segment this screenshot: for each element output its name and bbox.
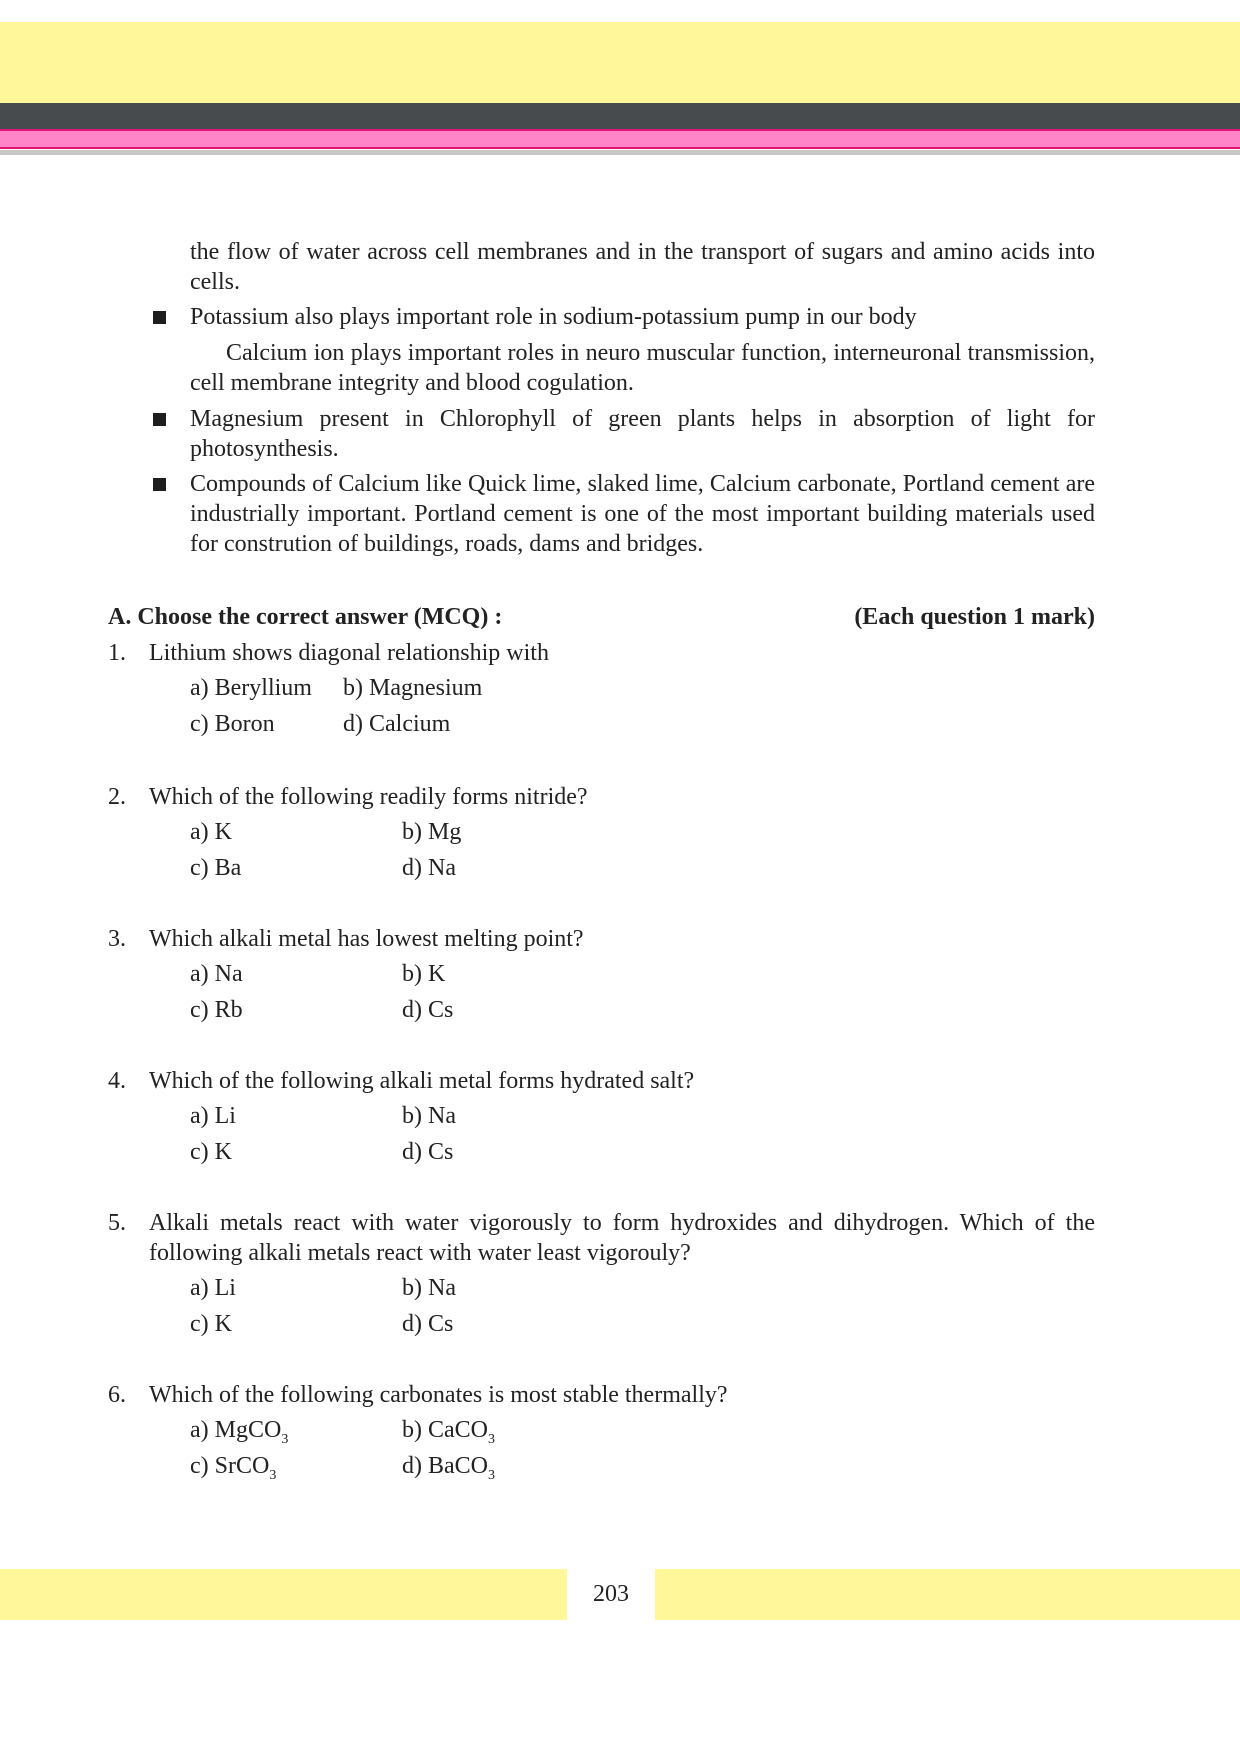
option-b: b) Na: [402, 1103, 456, 1129]
option-c: c) Rb: [190, 997, 243, 1023]
option-c: c) Boron: [190, 711, 275, 737]
option-a: a) K: [190, 819, 232, 845]
option-b: b) Mg: [402, 819, 462, 845]
option-a: a) Li: [190, 1275, 236, 1301]
option-c: c) Ba: [190, 855, 242, 881]
question-3: [108, 924, 1095, 954]
option-d: d) Cs: [402, 1311, 454, 1337]
bullet-calcium-compounds: Compounds of Calcium like Quick lime, slaked lime, Calcium carbonate, Portland cement are industrially important. Portland cement is one of the most important building materials used for constrution of buildings, roads, dams and bridges.: [190, 471, 1095, 557]
option-a: a) Na: [190, 961, 243, 987]
option-d: d) Na: [402, 855, 456, 881]
option-c: c) K: [190, 1311, 232, 1337]
question-text: Which alkali metal has lowest melting point?: [149, 926, 584, 952]
footer-band-right: [655, 1569, 1240, 1620]
header-band-yellow: [0, 22, 1240, 103]
option-b: b) Na: [402, 1275, 456, 1301]
question-number: 3.: [108, 926, 126, 952]
footer-band-left: [0, 1569, 567, 1620]
option-d: d) Calcium: [343, 711, 451, 737]
question-6: [108, 1380, 1095, 1410]
section-title: A. Choose the correct answer (MCQ) :: [108, 604, 503, 630]
option-b: b) K: [402, 961, 446, 987]
option-d: d) Cs: [402, 1139, 454, 1165]
bullet-icon: [153, 311, 166, 324]
question-number: 2.: [108, 784, 126, 810]
question-2: [108, 782, 1095, 812]
question-number: 6.: [108, 1382, 126, 1408]
question-number: 1.: [108, 640, 126, 666]
option-d: d) BaCO$_3$: [402, 1453, 495, 1483]
question-text: Lithium shows diagonal relationship with: [149, 640, 549, 666]
question-text: Which of the following alkali metal forms hydrated salt?: [149, 1068, 695, 1094]
question-text: Which of the following carbonates is most stable thermally?: [149, 1382, 728, 1408]
header-band-dark: [0, 103, 1240, 129]
bullet-potassium: Potassium also plays important role in sodium-potassium pump in our body: [190, 304, 917, 330]
header-band-pink: [0, 129, 1240, 149]
question-text: Which of the following readily forms nitride?: [149, 784, 588, 810]
option-b: b) Magnesium: [343, 675, 483, 701]
option-a: a) MgCO$_3$: [190, 1417, 289, 1447]
option-c: c) K: [190, 1139, 232, 1165]
question-text: Alkali metals react with water vigorously to form hydroxides and dihydrogen. Which of the following alkali metals react with water least vigorouly?: [149, 1210, 1095, 1266]
question-4: [108, 1066, 1095, 1096]
option-a: a) Beryllium: [190, 675, 312, 701]
question-number: 5.: [108, 1210, 126, 1236]
question-1: [108, 638, 1095, 668]
option-d: d) Cs: [402, 997, 454, 1023]
bullet-icon: [153, 413, 166, 426]
calcium-paragraph: Calcium ion plays important roles in neuro muscular function, interneuronal transmission, cell membrane integrity and blood cogulation.: [190, 340, 1095, 396]
option-a: a) Li: [190, 1103, 236, 1129]
question-5: [108, 1208, 1095, 1268]
header-band-grey: [0, 150, 1240, 155]
intro-continuation: the flow of water across cell membranes and in the transport of sugars and amino acids into cells.: [190, 239, 1095, 295]
section-heading: [108, 602, 1095, 632]
bullet-icon: [153, 478, 166, 491]
option-b: b) CaCO$_3$: [402, 1417, 495, 1447]
bullet-magnesium: Magnesium present in Chlorophyll of green plants helps in absorption of light for photosynthesis.: [190, 406, 1095, 462]
section-marks: (Each question 1 mark): [854, 604, 1095, 630]
question-number: 4.: [108, 1068, 126, 1094]
option-c: c) SrCO$_3$: [190, 1453, 277, 1483]
page-number: 203: [593, 1581, 629, 1607]
